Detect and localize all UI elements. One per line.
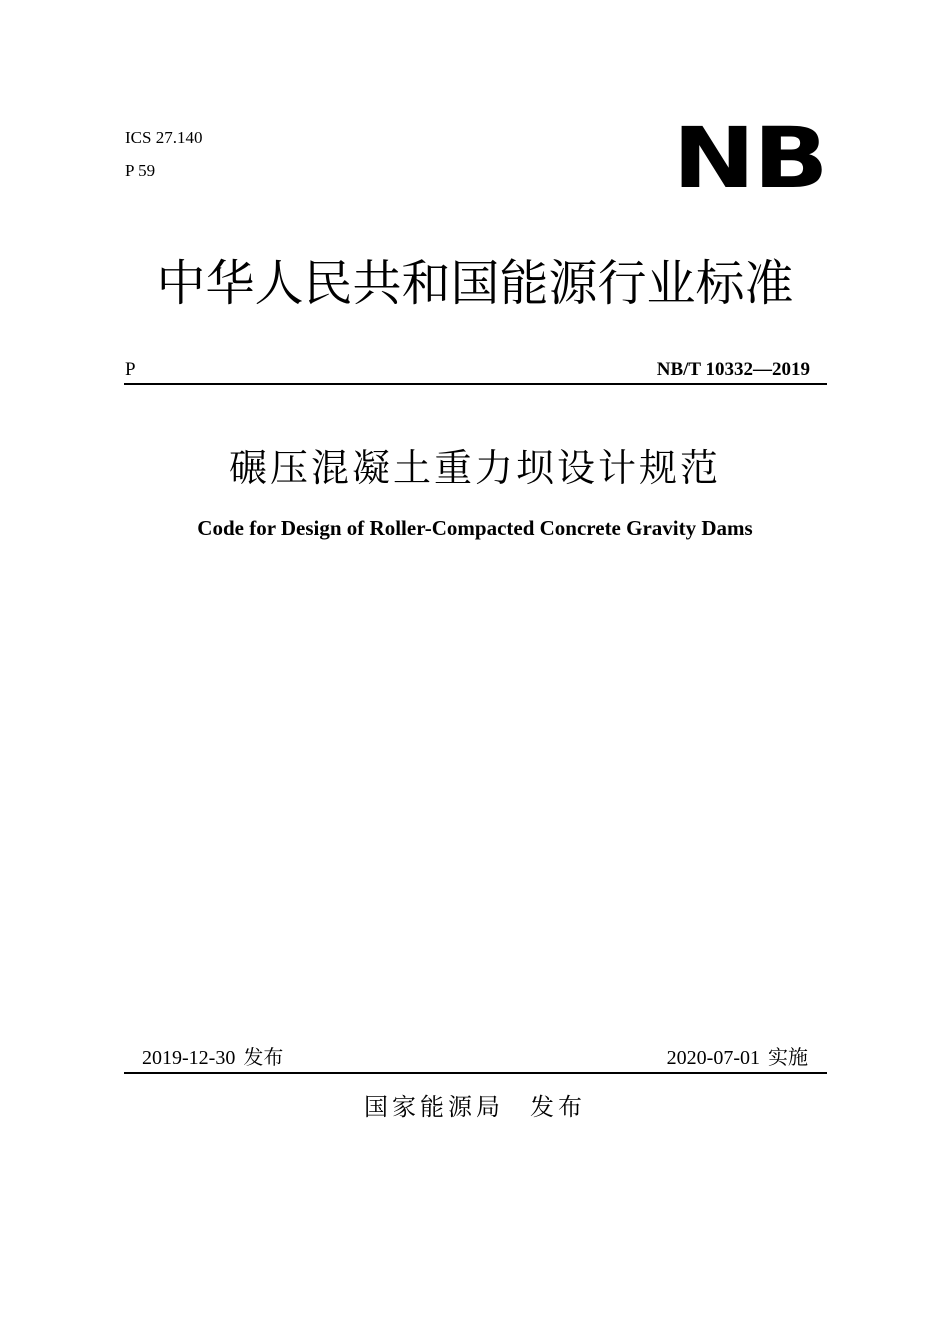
header-divider [124,383,827,385]
issuer-action: 发布 [530,1093,586,1121]
chinese-title: 碾压混凝土重力坝设计规范 [228,446,721,490]
publish-date: 2019-12-30 [142,1047,236,1069]
ics-code: ICS 27.140 [125,128,203,147]
standard-number: NB/T 10332—2019 [656,359,810,380]
publish-date-block [142,1043,283,1072]
implement-label: 实施 [768,1045,808,1069]
ccs-code: P 59 [125,161,156,180]
nb-logo: NB [672,109,826,207]
implement-date-block [667,1043,808,1072]
english-title: Code for Design of Roller-Compacted Concrete Gravity Dams [197,516,753,540]
standard-type-title: 中华人民共和国能源行业标准 [156,255,794,312]
professional-code: P [125,359,136,380]
publish-label: 发布 [243,1045,284,1069]
footer-divider [124,1072,827,1074]
implement-date: 2020-07-01 [666,1047,760,1069]
issuer-block [0,1089,950,1125]
issuer-name: 国家能源局 [364,1093,504,1121]
